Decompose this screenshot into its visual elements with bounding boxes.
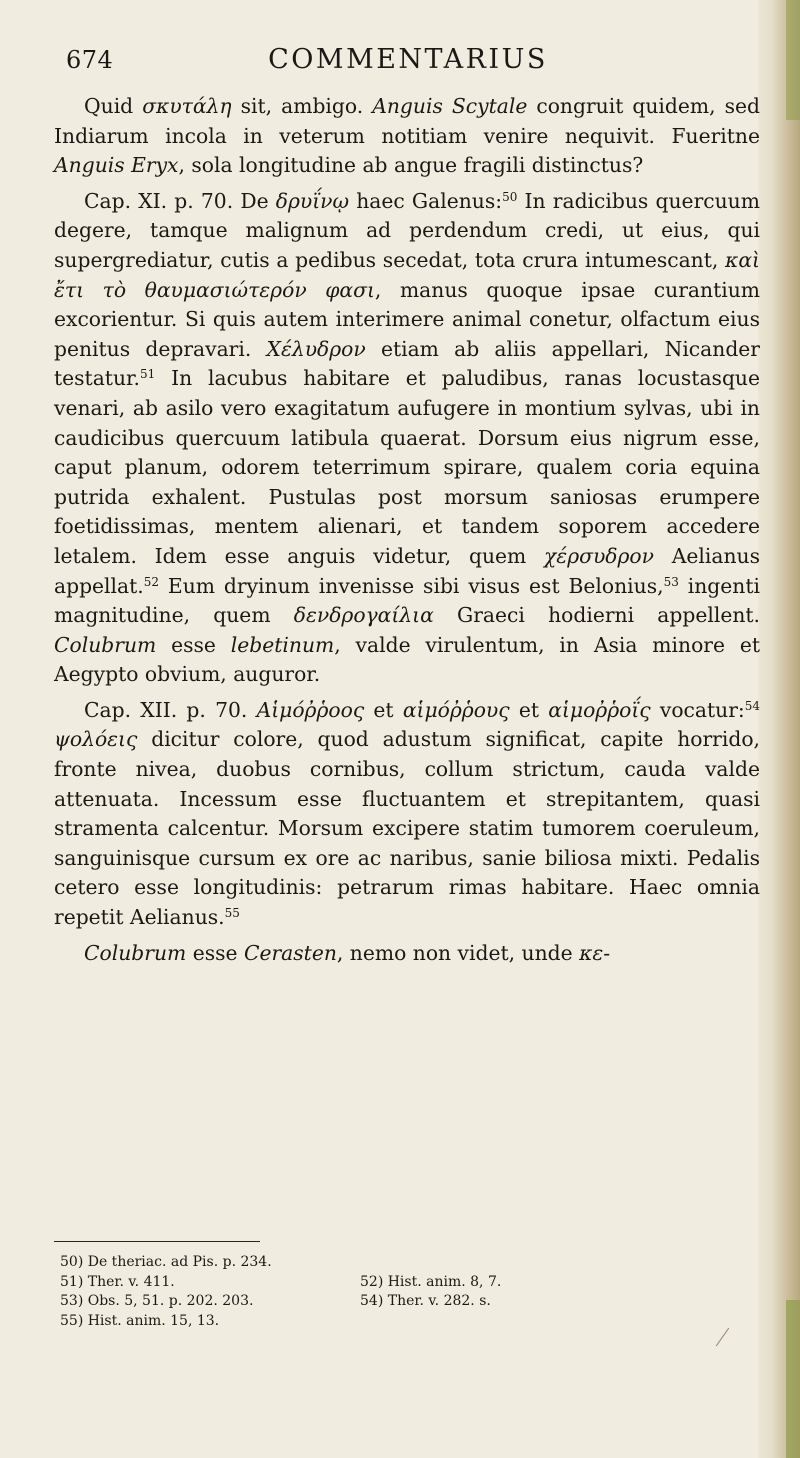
footnote-ref: 54 bbox=[744, 698, 761, 713]
pencil-mark bbox=[716, 1328, 729, 1347]
italic-text: κε- bbox=[579, 940, 611, 965]
text-run: , sola longitudine ab angue fragili distinctus? bbox=[178, 153, 644, 178]
footnote: 53) Obs. 5, 51. p. 202. 203. bbox=[60, 1293, 254, 1310]
footnote: 55) Hist. anim. 15, 13. bbox=[60, 1312, 220, 1329]
text-run: Graeci hodierni appellent. bbox=[433, 603, 760, 628]
text-run: sit, ambigo. bbox=[231, 94, 373, 118]
italic-text: lebetinum bbox=[230, 632, 335, 657]
text-run: In radicibus quercuum degere, tamque malignum ad perdendum credi, ut eius, qui supergrediatur, cutis a pedibus secedat, tota crura intumescant, bbox=[54, 188, 760, 272]
italic-text: σκυτάλη bbox=[142, 94, 232, 118]
text-run: et bbox=[509, 697, 549, 722]
text-run: Eum dryinum invenisse sibi visus est Belonius, bbox=[159, 573, 664, 598]
footnote: 51) Ther. v. 411. bbox=[60, 1273, 175, 1290]
body-text bbox=[54, 92, 760, 974]
text-run: congruit quidem, sed Indiarum incola in veterum notitiam venire nequivit. Fueritne bbox=[54, 94, 760, 148]
italic-text: Cerasten bbox=[243, 940, 337, 965]
italic-text: καὶ ἔτι τὸ θαυμασιώτερόν φασι bbox=[54, 247, 760, 302]
text-run: , nemo non videt, unde bbox=[336, 940, 580, 965]
footnote: 54) Ther. v. 282. s. bbox=[360, 1293, 491, 1310]
page-header bbox=[66, 42, 746, 82]
footnote-ref: 51 bbox=[139, 367, 156, 382]
text-run: In lacubus habitare et paludibus, ranas locustasque venari, ab asilo vero exagitatum aufugere in montium sylvas, ubi in caudicibus quercuum latibula quaerat. Dorsum eius nigrum esse, caput planum, odorem teterrimum spirare, qualem coria equina putrida exhalent. Pustulas post morsum saniosas erumpere foetidissimas, mentem alienari, et tandem soporem accedere letalem. Idem esse anguis videtur, quem bbox=[54, 366, 760, 568]
paragraph-1 bbox=[54, 92, 760, 181]
italic-text: Χέλυδρον bbox=[266, 336, 366, 361]
page-edge-stain bbox=[786, 1300, 800, 1458]
paragraph-3 bbox=[54, 696, 760, 933]
footnote: 50) De theriac. ad Pis. p. 234. bbox=[60, 1254, 272, 1270]
page-edge-stain bbox=[786, 0, 800, 120]
footnote-row bbox=[60, 1273, 700, 1293]
italic-text: Anguis Scytale bbox=[372, 94, 528, 118]
footnote-ref: 50 bbox=[502, 189, 518, 204]
text-run: Aelianus appellat. bbox=[54, 543, 760, 598]
italic-text: Αἱμόῤῥοος bbox=[256, 697, 365, 722]
text-run: ingenti magnitudine, quem bbox=[54, 573, 760, 628]
text-run: etiam ab aliis appellari, Nicander testatur. bbox=[54, 336, 760, 391]
text-run: esse bbox=[156, 632, 231, 657]
paragraph-2 bbox=[54, 187, 760, 690]
italic-text: Anguis Eryx bbox=[54, 153, 179, 178]
text-run: esse bbox=[186, 940, 244, 965]
running-title: COMMENTARIUS bbox=[268, 44, 548, 75]
page-number: 674 bbox=[66, 46, 114, 74]
footnote-row bbox=[60, 1312, 700, 1332]
footnote-ref: 52 bbox=[143, 574, 160, 589]
text-run: haec Galenus: bbox=[349, 188, 503, 213]
text-run: Cap. XII. p. 70. bbox=[84, 697, 257, 722]
italic-text: δενδρογαίλια bbox=[293, 603, 434, 628]
italic-text: δρυΐνῳ bbox=[275, 188, 350, 213]
italic-text: χέρσυδρον bbox=[544, 543, 654, 568]
italic-text: αἱμοῤῥοΐς bbox=[548, 697, 651, 722]
text-run: vocatur: bbox=[650, 697, 745, 722]
italic-text: Colubrum bbox=[84, 940, 187, 965]
footnote-row bbox=[60, 1253, 700, 1273]
text-run: et bbox=[364, 697, 403, 722]
footnote-row bbox=[60, 1292, 700, 1312]
page-edge bbox=[758, 0, 800, 1458]
footnote: 52) Hist. anim. 8, 7. bbox=[360, 1273, 502, 1290]
italic-text: ψολόεις bbox=[54, 727, 138, 752]
text-run: , valde virulentum, in Asia minore et Aegypto obvium, auguror. bbox=[54, 632, 760, 687]
footnotes bbox=[60, 1253, 700, 1331]
text-run: Cap. XI. p. 70. De bbox=[84, 188, 276, 213]
text-run: , manus quoque ipsae curantium excorientur. Si quis autem interimere animal conetur, olfactum eius penitus depravari. bbox=[54, 277, 760, 361]
footnote-ref: 53 bbox=[663, 574, 679, 589]
italic-text: Colubrum bbox=[54, 632, 157, 657]
italic-text: αἱμόῤῥους bbox=[402, 697, 510, 722]
text-run: Quid bbox=[84, 94, 143, 118]
footnote-rule bbox=[54, 1241, 260, 1242]
paragraph-4 bbox=[54, 939, 760, 969]
footnote-ref: 55 bbox=[224, 906, 240, 921]
text-run: dicitur colore, quod adustum significat, capite horrido, fronte nivea, duobus cornibus, collum strictum, cauda valde attenuata. Incessum esse fluctuantem et strepitantem, quasi stramenta calcentur. Morsum excipere statim tumorem coeruleum, sanguinisque cursum ex ore ac naribus, sanie biliosa mixti. Pedalis cetero esse longitudinis: petrarum rimas habitare. Haec omnia repetit Aelianus. bbox=[54, 727, 760, 930]
